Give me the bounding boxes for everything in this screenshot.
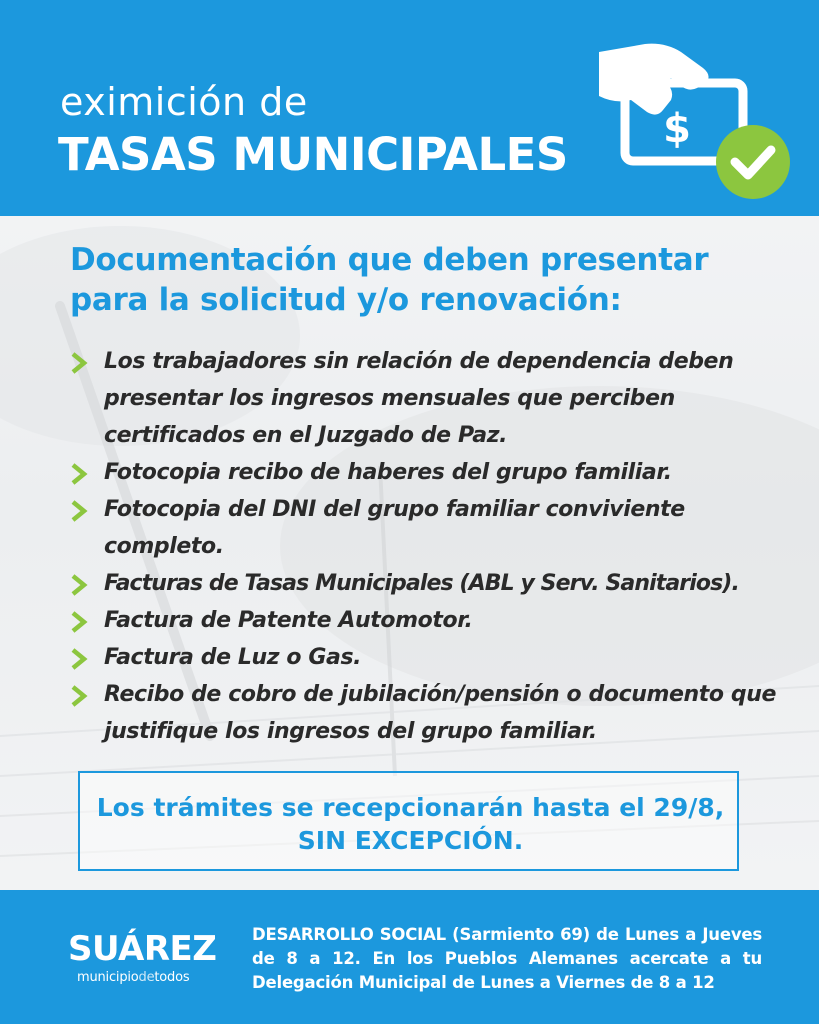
brand-tagline [77,970,189,985]
list-item [68,639,803,676]
hand-money-check-icon [585,38,795,203]
chevron-right-icon [70,463,88,485]
requirements-heading: Documentación que deben presentar para la solicitud y/o renovación: [70,242,709,318]
list-item-text: Facturas de Tasas Municipales (ABL y Serv. Sanitarios). [104,571,739,596]
brand-logo-text: SUÁREZ [68,929,217,969]
deadline-notice-box [78,771,739,871]
header-band [0,0,819,216]
tagline-part: de [138,970,155,985]
title-line-1: eximición de [60,80,308,124]
chevron-right-icon [70,352,88,374]
list-item [68,676,803,750]
list-item [68,602,803,639]
list-item-text: Factura de Luz o Gas. [104,645,362,670]
title-line-2: TASAS MUNICIPALES [58,128,568,181]
svg-text:$: $ [663,106,691,152]
list-item [68,565,803,602]
footer-band [0,890,819,1024]
chevron-right-icon [70,611,88,633]
deadline-notice-text: Los trámites se recepcionarán hasta el 29/8, SIN EXCEPCIÓN. [96,793,725,855]
chevron-right-icon [70,648,88,670]
list-item-text: Fotocopia del DNI del grupo familiar conviviente completo. [104,497,685,559]
list-item-text: Recibo de cobro de jubilación/pensión o documento que justifique los ingresos del grupo familiar. [104,682,776,744]
list-item [68,491,803,565]
office-hours-info: DESARROLLO SOCIAL (Sarmiento 69) de Lunes a Jueves de 8 a 12. En los Pueblos Alemanes acercate a tu Delegación Municipal de Lunes a Viernes de 8 a 12 [252,925,762,992]
chevron-right-icon [70,685,88,707]
list-item [68,454,803,491]
chevron-right-icon [70,500,88,522]
list-item-text: Los trabajadores sin relación de dependencia deben presentar los ingresos mensuales que perciben certificados en el Juzgado de Paz. [104,349,734,448]
tagline-part: municipio [77,970,139,985]
requirements-list [68,343,803,750]
list-item-text: Factura de Patente Automotor. [104,608,473,633]
list-item-text: Fotocopia recibo de haberes del grupo familiar. [104,460,672,485]
tagline-part: todos [154,970,190,985]
list-item [68,343,803,454]
chevron-right-icon [70,574,88,596]
